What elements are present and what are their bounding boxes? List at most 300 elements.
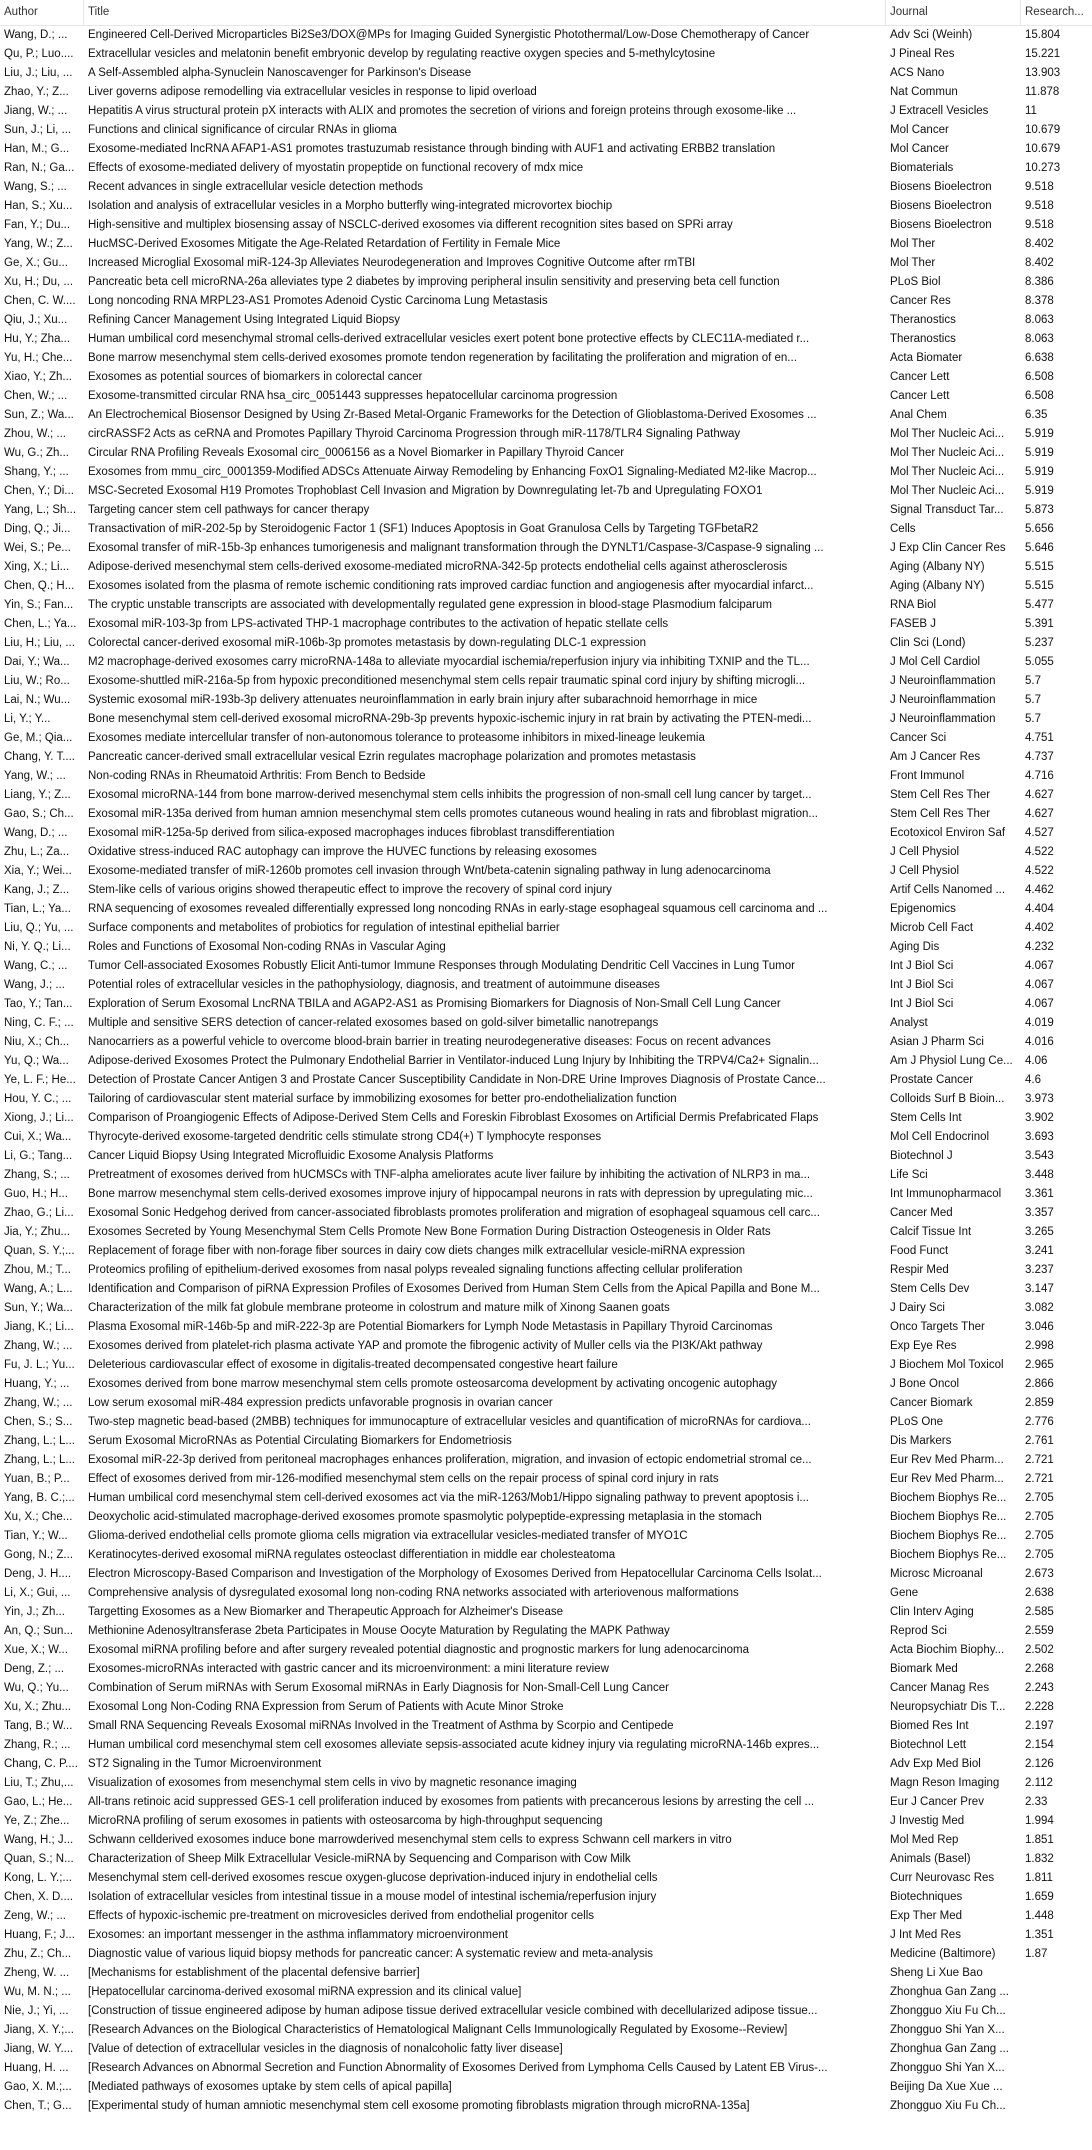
author-cell: An, Q.; Sun... xyxy=(4,1625,74,1637)
research-score-cell: 6.508 xyxy=(1025,390,1054,402)
research-score-cell: 2.502 xyxy=(1025,1644,1054,1656)
author-cell: Chen, X. D.... xyxy=(4,1891,74,1903)
title-cell: Cancer Liquid Biopsy Using Integrated Microfluidic Exosome Analysis Platforms xyxy=(88,1150,494,1162)
author-cell: Qu, P.; Luo.... xyxy=(4,48,74,60)
table-row[interactable] xyxy=(0,311,1092,330)
title-cell: Multiple and sensitive SERS detection of cancer-related exosomes based on gold-silver bimetallic nanotrepangs xyxy=(88,1017,659,1029)
title-cell: High-sensitive and multiplex biosensing assay of NSCLC-derived exosomes via different recognition sites based on SPRi array xyxy=(88,219,733,231)
author-cell: Xiao, Y.; Zh... xyxy=(4,371,72,383)
column-header-author[interactable]: Author xyxy=(4,6,38,18)
table-row[interactable] xyxy=(0,1356,1092,1375)
journal-cell: Aging (Albany NY) xyxy=(890,561,985,573)
journal-cell: Curr Neurovasc Res xyxy=(890,1872,995,1884)
table-row[interactable] xyxy=(0,862,1092,881)
table-row[interactable] xyxy=(0,1071,1092,1090)
table-row[interactable] xyxy=(0,691,1092,710)
table-row[interactable] xyxy=(0,1717,1092,1736)
journal-cell: Medicine (Baltimore) xyxy=(890,1948,996,1960)
table-row[interactable] xyxy=(0,824,1092,843)
journal-cell: Am J Cancer Res xyxy=(890,751,981,763)
journal-cell: Biochem Biophys Re... xyxy=(890,1511,1007,1523)
table-row[interactable] xyxy=(0,444,1092,463)
table-row[interactable] xyxy=(0,1014,1092,1033)
table-body xyxy=(0,26,1092,2116)
research-score-cell xyxy=(1020,1964,1092,1983)
author-cell: Yuan, B.; P... xyxy=(4,1473,70,1485)
journal-cell: Biotechniques xyxy=(890,1891,963,1903)
journal-cell: Cancer Med xyxy=(890,1207,953,1219)
table-row[interactable] xyxy=(0,425,1092,444)
title-cell: Functions and clinical significance of circular RNAs in glioma xyxy=(88,124,397,136)
author-cell: Xu, H.; Du, ... xyxy=(4,276,74,288)
author-cell: Xiong, J.; Li... xyxy=(4,1112,74,1124)
table-row[interactable] xyxy=(0,843,1092,862)
journal-cell: RNA Biol xyxy=(890,599,937,611)
author-cell: Quan, S.; N... xyxy=(4,1853,74,1865)
journal-cell: Biotechnol Lett xyxy=(890,1739,967,1751)
table-row[interactable] xyxy=(0,653,1092,672)
column-header-journal[interactable]: Journal xyxy=(885,0,1020,25)
journal-cell: Reprod Sci xyxy=(890,1625,947,1637)
title-cell: Bone marrow mesenchymal stem cells-derived exosomes promote tendon regeneration by facilitating the proliferation and migration of en... xyxy=(88,352,797,364)
table-row[interactable] xyxy=(0,501,1092,520)
journal-cell: Mol Ther Nucleic Aci... xyxy=(890,466,1005,478)
title-cell: Exosomal miR-135a derived from human amnion mesenchymal stem cells promotes cutaneous wound healing in rats and fibroblast migration... xyxy=(88,808,818,820)
research-score-cell: 3.082 xyxy=(1025,1302,1054,1314)
table-row[interactable] xyxy=(0,1337,1092,1356)
journal-cell: Ecotoxicol Environ Saf xyxy=(890,827,1006,839)
journal-cell: J Pineal Res xyxy=(890,48,955,60)
table-row[interactable] xyxy=(0,235,1092,254)
table-row[interactable] xyxy=(0,1660,1092,1679)
table-row[interactable] xyxy=(0,615,1092,634)
table-row[interactable] xyxy=(0,254,1092,273)
title-cell: Pancreatic beta cell microRNA-26a alleviates type 2 diabetes by improving peripheral insulin sensitivity and preserving beta cell function xyxy=(88,276,780,288)
title-cell: Pancreatic cancer-derived small extracellular vesical Ezrin regulates macrophage polarization and promotes metastasis xyxy=(88,751,696,763)
author-cell: Zhao, G.; Li... xyxy=(4,1207,74,1219)
title-cell: Replacement of forage fiber with non-forage fiber sources in dairy cow diets changes milk extracellular vesicle-miRNA expression xyxy=(88,1245,746,1257)
table-row[interactable] xyxy=(0,710,1092,729)
table-row[interactable] xyxy=(0,1299,1092,1318)
research-score-cell: 15.221 xyxy=(1025,48,1061,60)
journal-cell: J Dairy Sci xyxy=(890,1302,945,1314)
table-row[interactable] xyxy=(0,1641,1092,1660)
journal-cell: Calcif Tissue Int xyxy=(890,1226,972,1238)
research-score-cell: 3.902 xyxy=(1025,1112,1054,1124)
table-row[interactable] xyxy=(0,273,1092,292)
table-row[interactable] xyxy=(0,1147,1092,1166)
research-score-cell: 5.7 xyxy=(1025,694,1041,706)
title-cell: Thyrocyte-derived exosome-targeted dendritic cells stimulate strong CD4(+) T lymphocyte responses xyxy=(88,1131,602,1143)
table-row[interactable] xyxy=(0,1052,1092,1071)
author-cell: Huang, H. ... xyxy=(4,2062,69,2074)
author-cell: Tian, Y.; W... xyxy=(4,1530,68,1542)
journal-cell: Stem Cell Res Ther xyxy=(890,808,991,820)
journal-cell: Onco Targets Ther xyxy=(890,1321,985,1333)
title-cell: The cryptic unstable transcripts are associated with developmentally regulated gene expression in blood-stage Plasmodium falciparum xyxy=(88,599,772,611)
table-row[interactable] xyxy=(0,1850,1092,1869)
author-cell: Zhou, M.; T... xyxy=(4,1264,71,1276)
table-row[interactable] xyxy=(0,1736,1092,1755)
author-cell: Ge, M.; Qia... xyxy=(4,732,73,744)
research-score-cell: 1.351 xyxy=(1025,1929,1054,1941)
research-score-cell: 2.559 xyxy=(1025,1625,1054,1637)
table-row[interactable] xyxy=(0,2097,1092,2116)
column-header-research-score[interactable]: Research... xyxy=(1020,0,1092,25)
research-score-cell: 5.656 xyxy=(1025,523,1054,535)
title-cell: Mesenchymal stem cell-derived exosomes rescue oxygen-glucose deprivation-induced injury in endothelial cells xyxy=(88,1872,658,1884)
table-row[interactable] xyxy=(0,1584,1092,1603)
journal-cell: Acta Biochim Biophy... xyxy=(890,1644,1005,1656)
title-cell: Diagnostic value of various liquid biopsy methods for pancreatic cancer: A systematic review and meta-analysis xyxy=(88,1948,654,1960)
table-row[interactable] xyxy=(0,387,1092,406)
table-row[interactable] xyxy=(0,1185,1092,1204)
table-row[interactable] xyxy=(0,1128,1092,1147)
research-score-cell: 5.919 xyxy=(1025,466,1054,478)
research-score-cell: 4.067 xyxy=(1025,998,1054,1010)
research-score-cell: 4.067 xyxy=(1025,979,1054,991)
table-row[interactable] xyxy=(0,159,1092,178)
research-score-cell: 3.448 xyxy=(1025,1169,1054,1181)
research-score-cell: 2.126 xyxy=(1025,1758,1054,1770)
research-score-cell: 4.019 xyxy=(1025,1017,1054,1029)
table-row[interactable] xyxy=(0,2040,1092,2059)
author-cell: Wu, M. N.; ... xyxy=(4,1986,71,1998)
research-score-cell: 4.627 xyxy=(1025,789,1054,801)
table-row[interactable] xyxy=(0,1204,1092,1223)
title-cell: Colorectal cancer-derived exosomal miR-106b-3p promotes metastasis by down-regulating DLC-1 expression xyxy=(88,637,647,649)
journal-cell: Biomaterials xyxy=(890,162,954,174)
table-row[interactable] xyxy=(0,330,1092,349)
author-cell: Yang, W.; ... xyxy=(4,770,66,782)
table-row[interactable] xyxy=(0,2021,1092,2040)
table-row[interactable] xyxy=(0,1489,1092,1508)
table-row[interactable] xyxy=(0,1280,1092,1299)
title-cell: [Research Advances on the Biological Characteristics of Hematological Malignant Cells Immunologically Regulated by Exosome--Review] xyxy=(88,2024,788,2036)
author-cell: Shang, Y.; ... xyxy=(4,466,69,478)
table-row[interactable] xyxy=(0,1565,1092,1584)
research-score-cell: 8.063 xyxy=(1025,333,1054,345)
title-cell: Isolation and analysis of extracellular vesicles in a Morpho butterfly wing-integrated microvortex biochip xyxy=(88,200,613,212)
table-row[interactable] xyxy=(0,1964,1092,1983)
title-cell: Identification and Comparison of piRNA Expression Profiles of Exosomes Derived from Human Stem Cells from the Apical Papilla and Bone M... xyxy=(88,1283,820,1295)
journal-cell: Biotechnol J xyxy=(890,1150,953,1162)
table-row[interactable] xyxy=(0,1166,1092,1185)
table-row[interactable] xyxy=(0,1242,1092,1261)
title-cell: Low serum exosomal miR-484 expression predicts unfavorable prognosis in ovarian cancer xyxy=(88,1397,553,1409)
table-row[interactable] xyxy=(0,2078,1092,2097)
author-cell: Chen, Q.; H... xyxy=(4,580,75,592)
research-score-cell: 2.705 xyxy=(1025,1511,1054,1523)
journal-cell: FASEB J xyxy=(890,618,937,630)
journal-cell: J Biochem Mol Toxicol xyxy=(890,1359,1004,1371)
table-row[interactable] xyxy=(0,349,1092,368)
table-row[interactable] xyxy=(0,1413,1092,1432)
author-cell: Ran, N.; Ga... xyxy=(4,162,75,174)
table-row[interactable] xyxy=(0,1318,1092,1337)
research-score-cell: 4.232 xyxy=(1025,941,1054,953)
table-row[interactable] xyxy=(0,1603,1092,1622)
table-row[interactable] xyxy=(0,1888,1092,1907)
journal-cell: Mol Ther Nucleic Aci... xyxy=(890,485,1005,497)
table-row[interactable] xyxy=(0,121,1092,140)
table-row[interactable] xyxy=(0,1983,1092,2002)
table-row[interactable] xyxy=(0,1831,1092,1850)
title-cell: Isolation of extracellular vesicles from intestinal tissue in a mouse model of intestinal ischemia/reperfusion injury xyxy=(88,1891,657,1903)
table-row[interactable] xyxy=(0,729,1092,748)
table-row[interactable] xyxy=(0,1527,1092,1546)
research-score-cell: 10.679 xyxy=(1025,143,1061,155)
table-row[interactable] xyxy=(0,1907,1092,1926)
research-score-cell: 5.055 xyxy=(1025,656,1054,668)
table-row[interactable] xyxy=(0,520,1092,539)
research-score-cell: 5.515 xyxy=(1025,561,1054,573)
table-row[interactable] xyxy=(0,463,1092,482)
title-cell: Deoxycholic acid-stimulated macrophage-derived exosomes promote spasmolytic polypeptide-expressing metaplasia in the stomach xyxy=(88,1511,762,1523)
table-row[interactable] xyxy=(0,2002,1092,2021)
research-score-cell: 4.527 xyxy=(1025,827,1054,839)
research-score-cell xyxy=(1020,2078,1092,2097)
table-row[interactable] xyxy=(0,672,1092,691)
author-cell: Niu, X.; Ch... xyxy=(4,1036,70,1048)
author-cell: Tian, L.; Ya... xyxy=(4,903,71,915)
title-cell: Systemic exosomal miR-193b-3p delivery attenuates neuroinflammation in early brain injury after subarachnoid hemorrhage in mice xyxy=(88,694,758,706)
title-cell: HucMSC-Derived Exosomes Mitigate the Age-Related Retardation of Fertility in Female Mice xyxy=(88,238,561,250)
table-row[interactable] xyxy=(0,957,1092,976)
author-cell: Tang, B.; W... xyxy=(4,1720,73,1732)
author-cell: Chen, L.; Ya... xyxy=(4,618,77,630)
journal-cell: Prostate Cancer xyxy=(890,1074,974,1086)
title-cell: Targetting Exosomes as a New Biomarker and Therapeutic Approach for Alzheimer's Disease xyxy=(88,1606,563,1618)
author-cell: Jiang, X. Y.;... xyxy=(4,2024,74,2036)
table-row[interactable] xyxy=(0,539,1092,558)
table-row[interactable] xyxy=(0,216,1092,235)
author-cell: Hu, Y.; Zha... xyxy=(4,333,71,345)
table-row[interactable] xyxy=(0,1451,1092,1470)
research-score-cell: 9.518 xyxy=(1025,219,1054,231)
title-cell: Comprehensive analysis of dysregulated exosomal long non-coding RNA networks associated with arteriovenous malformations xyxy=(88,1587,739,1599)
table-row[interactable] xyxy=(0,1546,1092,1565)
research-score-cell: 8.378 xyxy=(1025,295,1054,307)
table-row[interactable] xyxy=(0,1869,1092,1888)
journal-cell: Int J Biol Sci xyxy=(890,979,954,991)
author-cell: Jia, Y.; Zhu... xyxy=(4,1226,71,1238)
table-row[interactable] xyxy=(0,1774,1092,1793)
research-score-cell: 5.7 xyxy=(1025,713,1041,725)
table-row[interactable] xyxy=(0,1698,1092,1717)
table-row[interactable] xyxy=(0,748,1092,767)
journal-cell: Mol Ther xyxy=(890,257,936,269)
journal-cell: J Neuroinflammation xyxy=(890,713,996,725)
journal-cell: Cancer Res xyxy=(890,295,951,307)
table-row[interactable] xyxy=(0,197,1092,216)
title-cell: Exosomes Secreted by Young Mesenchymal Stem Cells Promote New Bone Formation During Distraction Osteogenesis in Older Rats xyxy=(88,1226,771,1238)
research-score-cell: 4.016 xyxy=(1025,1036,1054,1048)
journal-cell: J Mol Cell Cardiol xyxy=(890,656,981,668)
journal-cell: Biomed Res Int xyxy=(890,1720,969,1732)
author-cell: Zhang, L.; L... xyxy=(4,1435,75,1447)
journal-cell: Gene xyxy=(890,1587,919,1599)
author-cell: Zeng, W.; ... xyxy=(4,1910,66,1922)
title-cell: Exosomal miR-103-3p from LPS-activated THP-1 macrophage contributes to the activation of hepatic stellate cells xyxy=(88,618,669,630)
table-row[interactable] xyxy=(0,938,1092,957)
research-score-cell: 5.477 xyxy=(1025,599,1054,611)
author-cell: Xia, Y.; Wei... xyxy=(4,865,72,877)
table-row[interactable] xyxy=(0,786,1092,805)
author-cell: Li, X.; Gui, ... xyxy=(4,1587,71,1599)
column-header-title[interactable]: Title xyxy=(83,0,885,25)
table-row[interactable] xyxy=(0,1508,1092,1527)
table-row[interactable] xyxy=(0,596,1092,615)
table-row[interactable] xyxy=(0,919,1092,938)
author-cell: Xue, X.; W... xyxy=(4,1644,68,1656)
author-cell: Guo, H.; H... xyxy=(4,1188,68,1200)
table-row[interactable] xyxy=(0,805,1092,824)
table-row[interactable] xyxy=(0,64,1092,83)
title-cell: Adipose-derived Exosomes Protect the Pulmonary Endothelial Barrier in Ventilator-induced Lung Injury by Inhibiting the TRPV4/Ca2+ Signalin... xyxy=(88,1055,819,1067)
table-row[interactable] xyxy=(0,1432,1092,1451)
research-score-cell: 4.737 xyxy=(1025,751,1054,763)
journal-cell: Dis Markers xyxy=(890,1435,952,1447)
journal-cell: Eur J Cancer Prev xyxy=(890,1796,984,1808)
table-row[interactable] xyxy=(0,83,1092,102)
journal-cell: Am J Physiol Lung Ce... xyxy=(890,1055,1013,1067)
title-cell: circRASSF2 Acts as ceRNA and Promotes Papillary Thyroid Carcinoma Progression through miR-1178/TLR4 Signaling Pathway xyxy=(88,428,741,440)
author-cell: Wang, S.; ... xyxy=(4,181,67,193)
table-row[interactable] xyxy=(0,368,1092,387)
table-row[interactable] xyxy=(0,406,1092,425)
title-cell: Exosomes mediate intercellular transfer of non-autonomous tolerance to proteasome inhibitors in mixed-lineage leukemia xyxy=(88,732,705,744)
research-score-cell: 4.462 xyxy=(1025,884,1054,896)
author-cell: Fan, Y.; Du... xyxy=(4,219,71,231)
title-cell: Roles and Functions of Exosomal Non-coding RNAs in Vascular Aging xyxy=(88,941,446,953)
research-score-cell: 5.873 xyxy=(1025,504,1054,516)
journal-cell: J Cell Physiol xyxy=(890,846,960,858)
table-row[interactable] xyxy=(0,178,1092,197)
title-cell: Oxidative stress-induced RAC autophagy can improve the HUVEC functions by releasing exosomes xyxy=(88,846,597,858)
author-cell: Yang, B. C.;... xyxy=(4,1492,75,1504)
journal-cell: J Cell Physiol xyxy=(890,865,960,877)
author-cell: Gong, N.; Z... xyxy=(4,1549,74,1561)
table-row[interactable] xyxy=(0,2059,1092,2078)
table-row[interactable] xyxy=(0,976,1092,995)
journal-cell: J Neuroinflammation xyxy=(890,675,996,687)
table-row[interactable] xyxy=(0,1223,1092,1242)
journal-cell: Theranostics xyxy=(890,314,956,326)
table-row[interactable] xyxy=(0,26,1092,45)
title-cell: Electron Microscopy-Based Comparison and Investigation of the Morphology of Exosomes Derived from Hepatocellular Carcinoma Cells Isolat... xyxy=(88,1568,822,1580)
table-row[interactable] xyxy=(0,292,1092,311)
research-score-cell: 2.776 xyxy=(1025,1416,1054,1428)
author-cell: Zhang, R.; ... xyxy=(4,1739,71,1751)
author-cell: Xing, X.; Li... xyxy=(4,561,70,573)
table-row[interactable] xyxy=(0,1679,1092,1698)
table-row[interactable] xyxy=(0,1622,1092,1641)
table-row[interactable] xyxy=(0,1945,1092,1964)
research-score-cell: 5.919 xyxy=(1025,428,1054,440)
title-cell: Increased Microglial Exosomal miR-124-3p Alleviates Neurodegeneration and Improves Cognitive Outcome after rmTBI xyxy=(88,257,696,269)
table-row[interactable] xyxy=(0,1812,1092,1831)
journal-cell: Colloids Surf B Bioin... xyxy=(890,1093,1005,1105)
table-row[interactable] xyxy=(0,102,1092,121)
table-row[interactable] xyxy=(0,1394,1092,1413)
table-row[interactable] xyxy=(0,140,1092,159)
author-cell: Ning, C. F.; ... xyxy=(4,1017,74,1029)
table-row[interactable] xyxy=(0,1109,1092,1128)
author-cell: Yang, W.; Z... xyxy=(4,238,73,250)
author-cell: Cui, X.; Wa... xyxy=(4,1131,72,1143)
table-row[interactable] xyxy=(0,634,1092,653)
journal-cell: Animals (Basel) xyxy=(890,1853,971,1865)
table-row[interactable] xyxy=(0,1470,1092,1489)
table-row[interactable] xyxy=(0,995,1092,1014)
table-row[interactable] xyxy=(0,1926,1092,1945)
title-cell: Exosomal Sonic Hedgehog derived from cancer-associated fibroblasts promotes proliferation and migration of esophageal squamous cell carc... xyxy=(88,1207,820,1219)
research-score-cell: 2.673 xyxy=(1025,1568,1054,1580)
research-score-cell: 4.404 xyxy=(1025,903,1054,915)
table-row[interactable] xyxy=(0,558,1092,577)
journal-cell: J Extracell Vesicles xyxy=(890,105,989,117)
journal-cell: Mol Cancer xyxy=(890,143,949,155)
author-cell: Chang, C. P.... xyxy=(4,1758,78,1770)
journal-cell: PLoS One xyxy=(890,1416,944,1428)
title-cell: Engineered Cell-Derived Microparticles Bi2Se3/DOX@MPs for Imaging Guided Synergistic Photothermal/Low-Dose Chemotherapy of Cancer xyxy=(88,29,810,41)
journal-cell: Cancer Biomark xyxy=(890,1397,973,1409)
journal-cell: Zhonghua Gan Zang ... xyxy=(890,2043,1009,2055)
journal-cell: Eur Rev Med Pharm... xyxy=(890,1454,1004,1466)
research-score-cell: 10.679 xyxy=(1025,124,1061,136)
journal-cell: Mol Ther Nucleic Aci... xyxy=(890,428,1005,440)
research-score-cell: 3.046 xyxy=(1025,1321,1054,1333)
author-cell: Gao, L.; He... xyxy=(4,1796,73,1808)
table-row[interactable] xyxy=(0,1261,1092,1280)
journal-cell: Biosens Bioelectron xyxy=(890,219,992,231)
author-cell: Zhang, W.; ... xyxy=(4,1397,73,1409)
table-row[interactable] xyxy=(0,1375,1092,1394)
table-row[interactable] xyxy=(0,881,1092,900)
author-cell: Xu, X.; Zhu... xyxy=(4,1701,72,1713)
research-score-cell: 2.228 xyxy=(1025,1701,1054,1713)
research-score-cell: 11.878 xyxy=(1025,86,1060,98)
author-cell: Yin, J.; Zh... xyxy=(4,1606,65,1618)
table-row[interactable] xyxy=(0,482,1092,501)
journal-cell: Biosens Bioelectron xyxy=(890,200,992,212)
table-row[interactable] xyxy=(0,900,1092,919)
journal-cell: Stem Cells Dev xyxy=(890,1283,970,1295)
author-cell: Ye, Z.; Zhe... xyxy=(4,1815,70,1827)
journal-cell: J Investig Med xyxy=(890,1815,965,1827)
journal-cell: Zhongguo Xiu Fu Ch... xyxy=(890,2005,1006,2017)
title-cell: Potential roles of extracellular vesicles in the pathophysiology, diagnosis, and treatment of autoimmune diseases xyxy=(88,979,660,991)
research-score-cell: 9.518 xyxy=(1025,200,1054,212)
title-cell: [Research Advances on Abnormal Secretion and Function Abnormality of Exosomes Derived from Lymphoma Cells Caused by Latent EB Virus-... xyxy=(88,2062,828,2074)
journal-cell: J Int Med Res xyxy=(890,1929,961,1941)
table-row[interactable] xyxy=(0,1755,1092,1774)
journal-cell: Life Sci xyxy=(890,1169,928,1181)
table-row[interactable] xyxy=(0,767,1092,786)
research-score-cell: 4.751 xyxy=(1025,732,1054,744)
table-row[interactable] xyxy=(0,1090,1092,1109)
table-row[interactable] xyxy=(0,577,1092,596)
title-cell: Combination of Serum miRNAs with Serum Exosomal miRNAs in Early Diagnosis for Non-Small-Cell Lung Cancer xyxy=(88,1682,669,1694)
author-cell: Zheng, W. ... xyxy=(4,1967,70,1979)
table-row[interactable] xyxy=(0,45,1092,64)
table-row[interactable] xyxy=(0,1033,1092,1052)
author-cell: Ge, X.; Gu... xyxy=(4,257,68,269)
table-row[interactable] xyxy=(0,1793,1092,1812)
journal-cell: Zhongguo Shi Yan X... xyxy=(890,2024,1005,2036)
research-score-cell: 5.515 xyxy=(1025,580,1054,592)
